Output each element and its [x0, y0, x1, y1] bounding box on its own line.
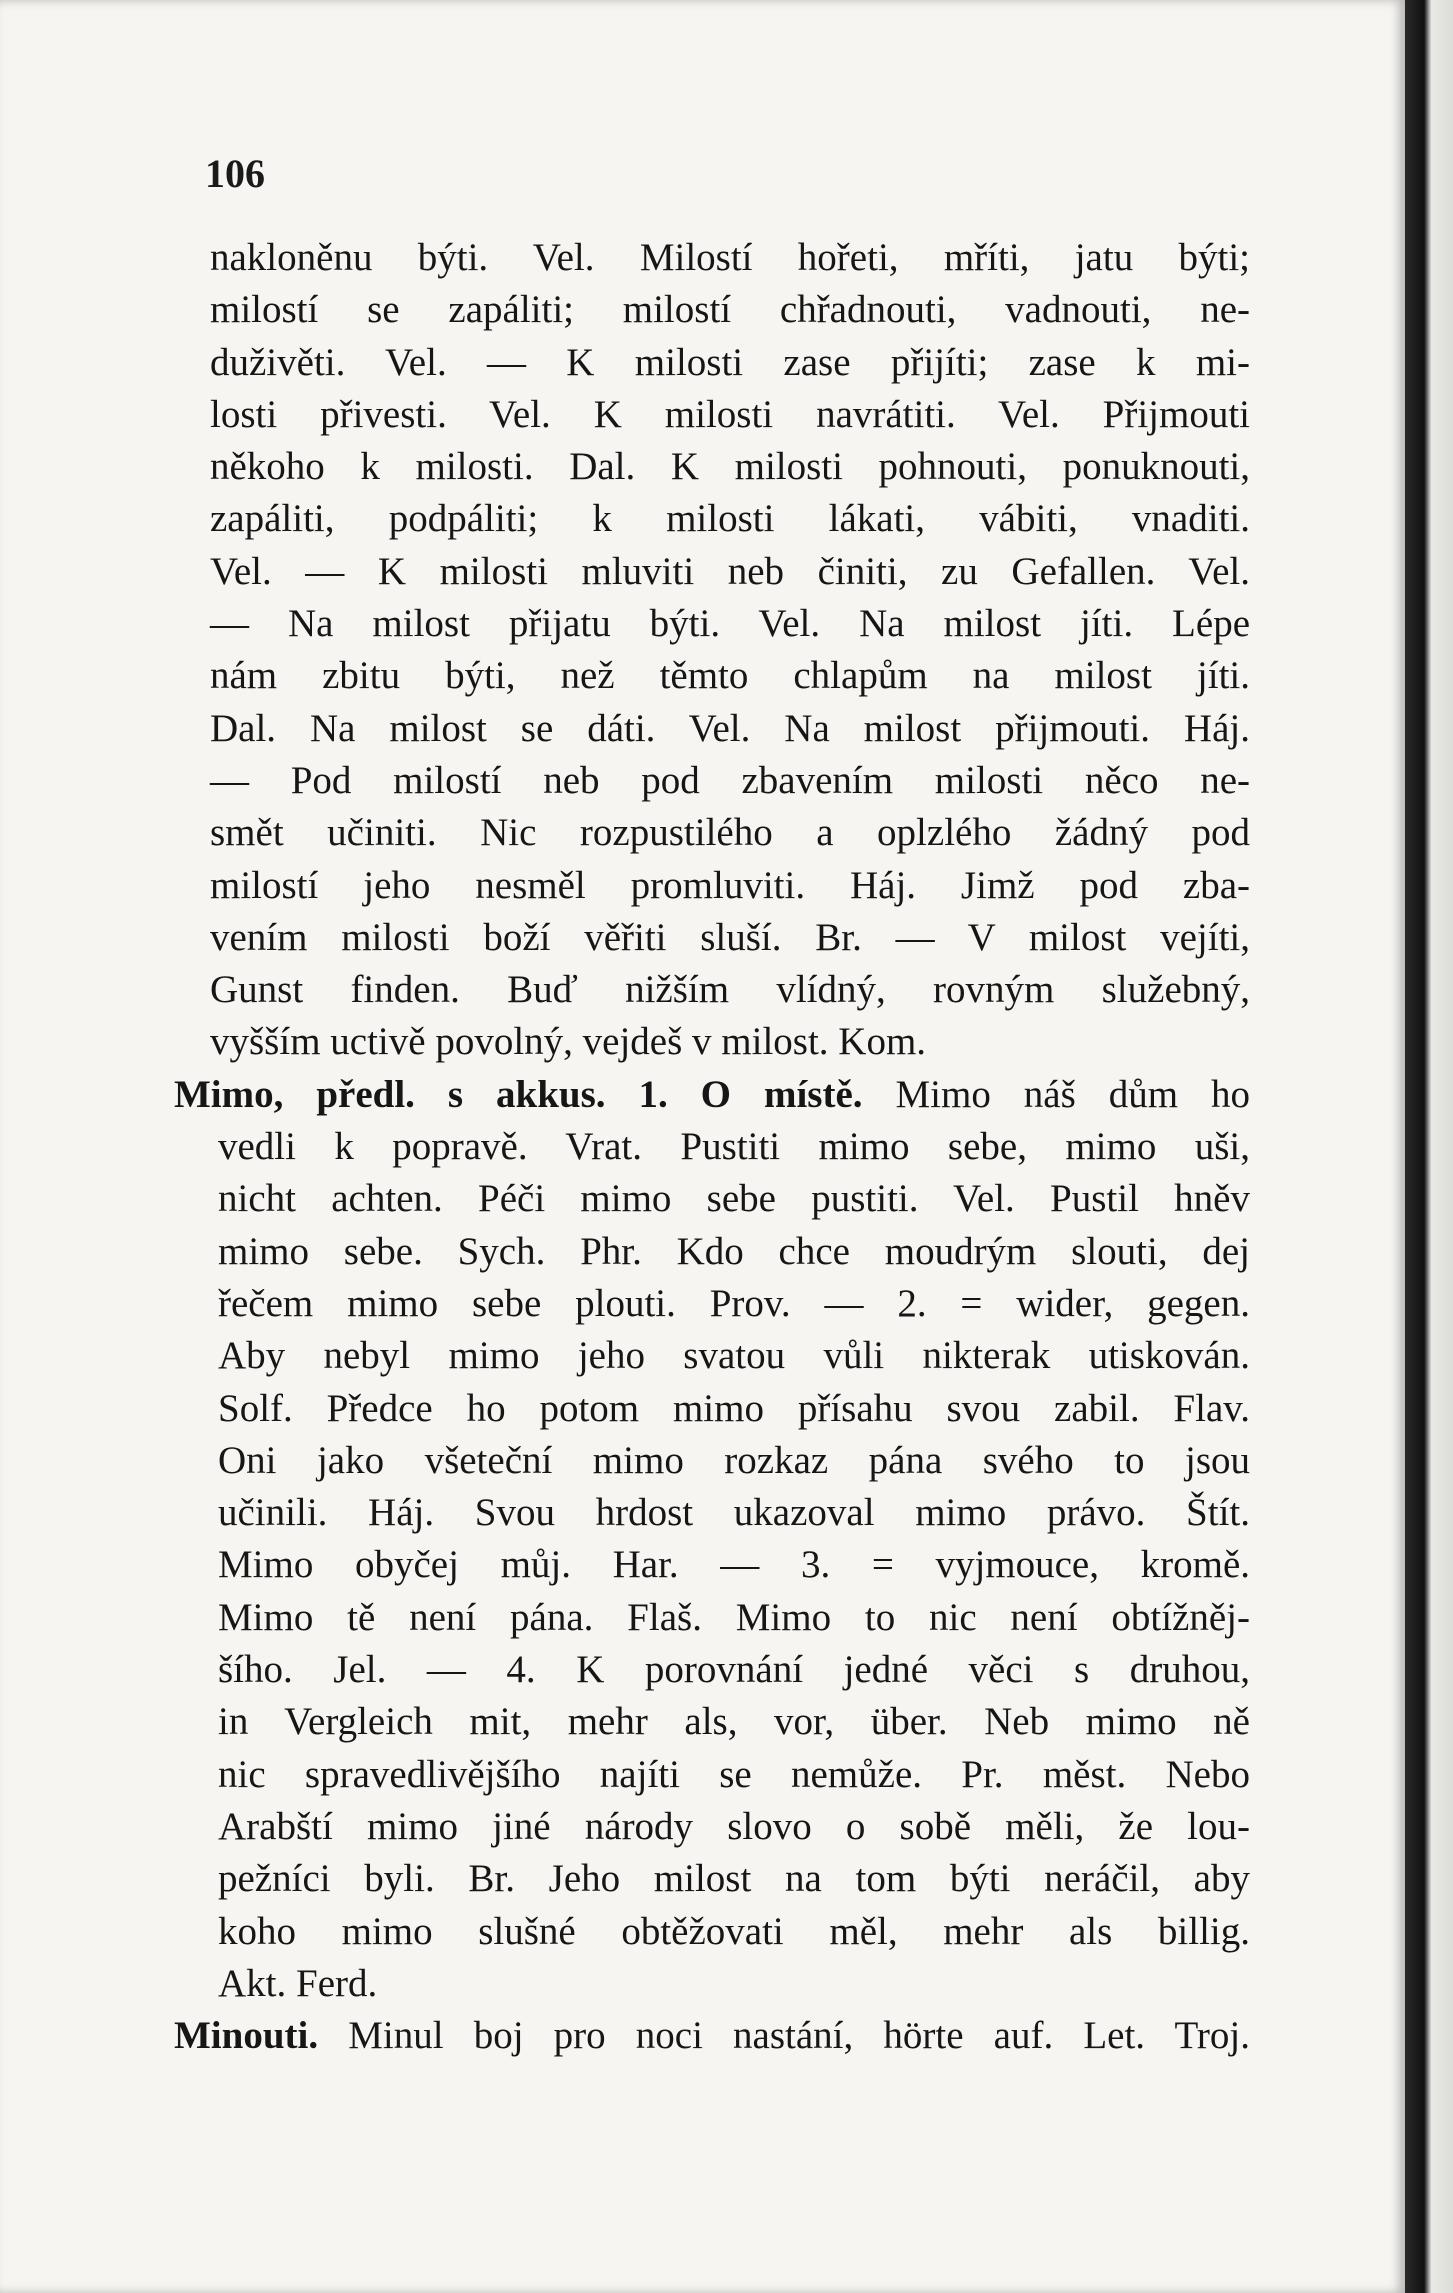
text-line: Gunst finden. Buď nižším vlídný, rovným služebný,	[210, 968, 1250, 1012]
text-line: Dal. Na milost se dáti. Vel. Na milost přijmouti. Háj.	[210, 706, 1250, 750]
text-line: milostí jeho nesměl promluviti. Háj. Jimž pod zba-	[210, 863, 1250, 907]
text-line: Arabští mimo jiné národy slovo o sobě měli, že lou-	[218, 1804, 1250, 1848]
text-line: smět učiniti. Nic rozpustilého a oplzlého žádný pod	[210, 811, 1250, 855]
text-line: duživěti. Vel. — K milosti zase přijíti; zase k mi-	[210, 340, 1250, 384]
text-line: vyšším uctivě povolný, vejdeš v milost. Kom.	[210, 1020, 927, 1064]
text-line: Solf. Předce ho potom mimo přísahu svou zabil. Flav.	[218, 1386, 1250, 1430]
text-line: šího. Jel. — 4. K porovnání jedné věci s druhou,	[218, 1648, 1250, 1692]
text-line: nic spravedlivějšího najíti se nemůže. Pr. měst. Nebo	[218, 1752, 1250, 1796]
dictionary-text	[174, 232, 1250, 2062]
headword: Mimo,	[174, 1072, 284, 1116]
text-line: — Na milost přijatu býti. Vel. Na milost jíti. Lépe	[210, 602, 1250, 646]
text-line: zapáliti, podpáliti; k milosti lákati, vábiti, vnaditi.	[210, 497, 1250, 541]
text-line: Vel. — K milosti mluviti neb činiti, zu Gefallen. Vel.	[210, 549, 1250, 593]
text-line: Mimo obyčej můj. Har. — 3. = vyjmouce, kromě.	[218, 1543, 1250, 1587]
entry-milost-continuation	[210, 232, 1250, 1069]
text-line: Akt. Ferd.	[218, 1961, 378, 2005]
text-line: in Vergleich mit, mehr als, vor, über. Neb mimo ně	[218, 1700, 1250, 1744]
text-line: koho mimo slušné obtěžovati měl, mehr als billig.	[218, 1909, 1250, 1953]
book-spine-edge	[1405, 0, 1453, 2293]
text-line: učinili. Háj. Svou hrdost ukazoval mimo právo. Štít.	[218, 1491, 1250, 1535]
entry-head-line	[174, 2010, 1250, 2062]
text-line: Oni jako všeteční mimo rozkaz pána svého to jsou	[218, 1438, 1250, 1482]
text-line: řečem mimo sebe plouti. Prov. — 2. = wider, gegen.	[218, 1281, 1250, 1325]
text-line: nicht achten. Péči mimo sebe pustiti. Vel. Pustil hněv	[218, 1177, 1250, 1221]
text-line: Mimo tě není pána. Flaš. Mimo to nic není obtížněj-	[218, 1595, 1250, 1639]
text-line: vedli k popravě. Vrat. Pustiti mimo sebe, mimo uši,	[218, 1125, 1250, 1169]
entry-minouti	[174, 2010, 1250, 2062]
headword: Minouti.	[174, 2014, 319, 2058]
grammar-note: předl. s akkus. 1. O místě.	[316, 1072, 863, 1116]
entry-head-line	[174, 1069, 1250, 1121]
text-line: mimo sebe. Sych. Phr. Kdo chce moudrým slouti, dej	[218, 1229, 1250, 1273]
text-line: pežníci byli. Br. Jeho milost na tom býti neráčil, aby	[218, 1857, 1250, 1901]
text-line: nakloněnu býti. Vel. Milostí hořeti, mříti, jatu býti;	[210, 236, 1250, 279]
text-line: někoho k milosti. Dal. K milosti pohnouti, ponuknouti,	[210, 445, 1250, 489]
entry-mimo	[174, 1069, 1250, 2010]
text-line: nám zbitu býti, než těmto chlapům na milost jíti.	[210, 654, 1250, 698]
text-line: milostí se zapáliti; milostí chřadnouti, vadnouti, ne-	[210, 288, 1250, 332]
page-number: 106	[205, 151, 265, 196]
head-line-tail: Mimo náš dům ho	[895, 1072, 1250, 1116]
text-line: vením milosti boží věřiti sluší. Br. — V milost vejíti,	[210, 915, 1250, 959]
head-line-tail: Minul boj pro noci nastání, hörte auf. Let. Troj.	[348, 2014, 1250, 2058]
text-line: — Pod milostí neb pod zbavením milosti něco ne-	[210, 758, 1250, 802]
text-line: losti přivesti. Vel. K milosti navrátiti. Vel. Přijmouti	[210, 392, 1250, 436]
text-line: Aby nebyl mimo jeho svatou vůli nikterak utiskován.	[218, 1334, 1250, 1378]
